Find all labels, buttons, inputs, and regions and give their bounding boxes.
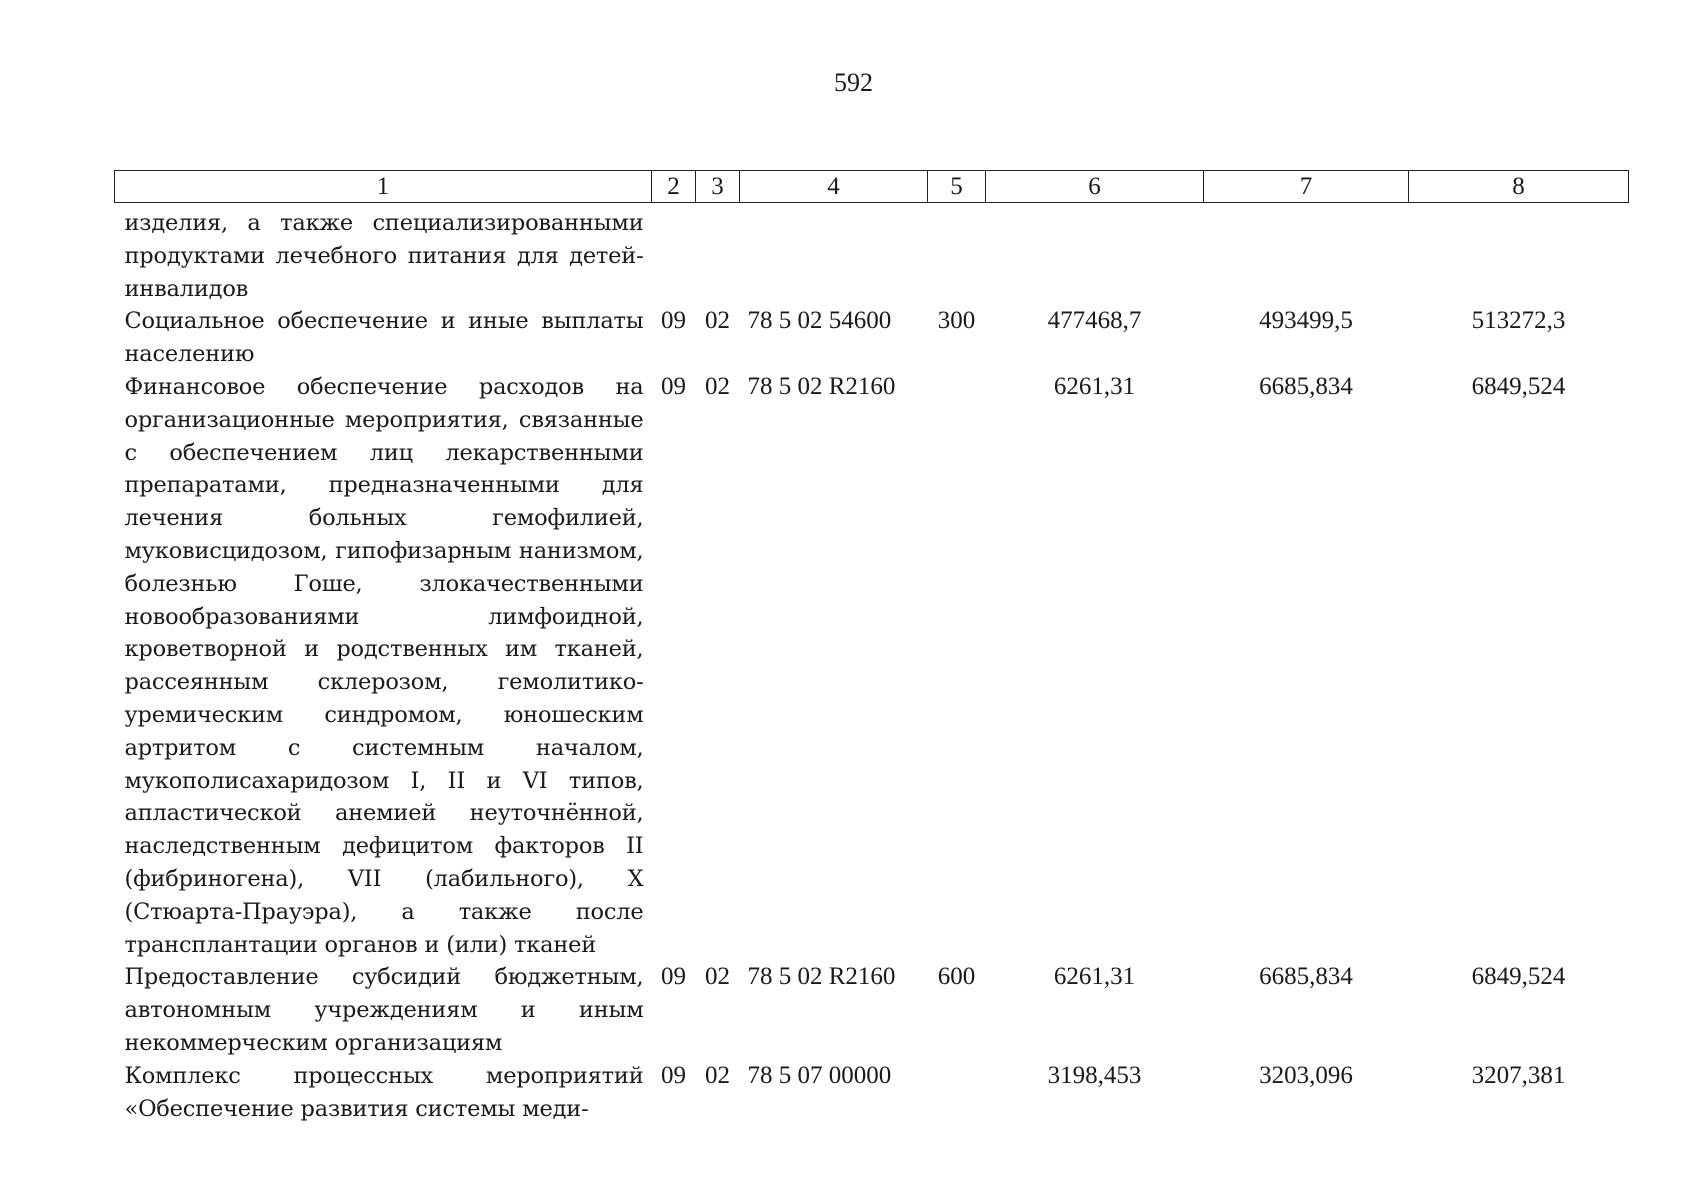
column-header-3: 3 — [696, 171, 740, 203]
row-year3-amount: 513272,3 — [1471, 307, 1566, 335]
row-year2-amount: 6685,834 — [1259, 372, 1353, 400]
column-header-5: 5 — [928, 171, 986, 203]
row-section: 09 — [661, 307, 686, 335]
row-subsection: 02 — [705, 963, 730, 991]
row-year1-amount — [986, 203, 1204, 306]
row-description: Финансовое обеспечение расходов на организационные мероприятия, связанные с обеспечением лиц лекарственными препаратами, предназначенными для лечения больных гемофилией, муковисцидозом, гипофизарным нанизмом, болезнью Гоше, злокачественными новообразованиями лимфоидной, кроветворной и родственных им тканей, рассеянным склерозом, гемолитико-уремическим синдромом, юношеским артритом с системным началом, мукополисахаридозом I, II и VI типов, апластической анемией неуточнённой, наследственным дефицитом факторов II (фибриногена), VII (лабильного), X (Стюарта-Прауэра), а также после трансплантации органов и (или) тканей — [124, 373, 644, 958]
row-year2-amount: 493499,5 — [1259, 307, 1353, 335]
table-row — [115, 961, 1629, 1059]
row-subsection: 02 — [705, 307, 730, 335]
row-year3-amount — [1409, 203, 1629, 306]
row-section: 09 — [661, 1061, 686, 1089]
row-year1-amount: 477468,7 — [1047, 307, 1142, 335]
row-section: 09 — [661, 963, 686, 991]
row-target-code — [740, 203, 928, 306]
column-header-1: 1 — [115, 171, 652, 203]
table-row — [115, 305, 1629, 371]
column-header-7: 7 — [1204, 171, 1409, 203]
row-year2-amount — [1204, 203, 1409, 306]
row-target-code: 78 5 02 54600 — [747, 307, 892, 335]
column-header-8: 8 — [1409, 171, 1629, 203]
table-row — [115, 1060, 1629, 1126]
row-section — [652, 203, 696, 306]
table-row — [115, 203, 1629, 306]
row-year2-amount: 6685,834 — [1259, 963, 1353, 991]
row-subsection — [696, 203, 740, 306]
row-year3-amount: 6849,524 — [1471, 372, 1566, 400]
row-expense-type: 300 — [937, 307, 976, 335]
row-description: изделия, а также специализированными продуктами лечебного питания для детей-инвалидов — [124, 210, 644, 302]
row-subsection: 02 — [705, 372, 730, 400]
budget-table — [114, 170, 1629, 1125]
row-year2-amount: 3203,096 — [1259, 1061, 1353, 1089]
row-year1-amount: 6261,31 — [1053, 963, 1136, 991]
row-target-code: 78 5 07 00000 — [747, 1061, 892, 1089]
row-description: Комплекс процессных мероприятий «Обеспечение развития системы меди- — [124, 1062, 644, 1122]
column-header-2: 2 — [652, 171, 696, 203]
row-year1-amount: 3198,453 — [1047, 1061, 1142, 1089]
row-expense-type: 600 — [937, 963, 976, 991]
row-expense-type — [928, 1060, 986, 1126]
row-description: Предоставление субсидий бюджетным, автономным учреждениям и иным некоммерческим организациям — [124, 964, 644, 1056]
column-header-4: 4 — [740, 171, 928, 203]
table-row — [115, 371, 1629, 961]
page-number: 592 — [834, 68, 873, 97]
row-expense-type — [928, 371, 986, 961]
row-year1-amount: 6261,31 — [1053, 372, 1136, 400]
row-target-code: 78 5 02 R2160 — [747, 372, 896, 400]
row-year3-amount: 3207,381 — [1471, 1061, 1566, 1089]
row-section: 09 — [661, 372, 686, 400]
row-target-code: 78 5 02 R2160 — [747, 963, 896, 991]
row-expense-type — [928, 203, 986, 306]
column-header-6: 6 — [986, 171, 1204, 203]
row-description: Социальное обеспечение и иные выплаты населению — [124, 308, 644, 368]
header-row — [115, 171, 1629, 203]
row-subsection: 02 — [705, 1061, 730, 1089]
row-year3-amount: 6849,524 — [1471, 963, 1566, 991]
